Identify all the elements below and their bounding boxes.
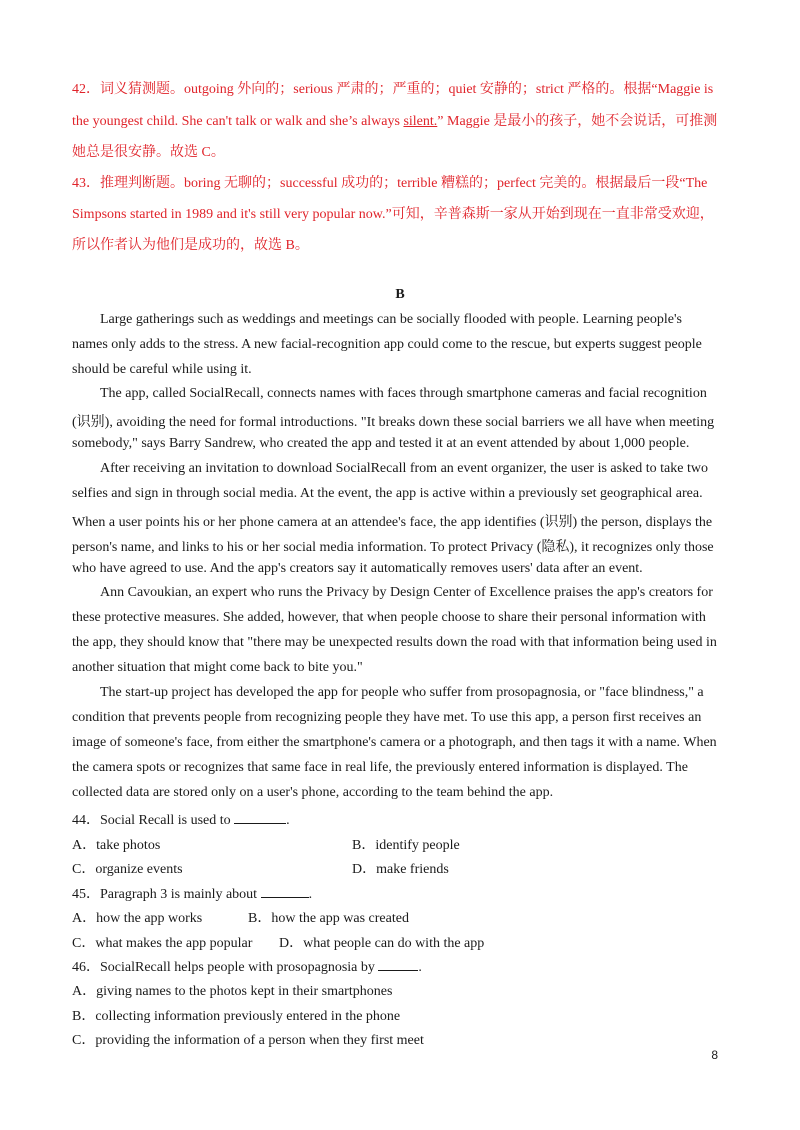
answer-blank [234, 810, 286, 824]
question-45-stem-end: . [308, 887, 313, 902]
question-46-option-b: B．collecting information previously entered in the phone [72, 1009, 401, 1024]
paragraph-2-line-1: The app, called SocialRecall, connects names with faces through smartphone cameras and facial recognition [100, 386, 707, 401]
question-46-stem-end: . [418, 960, 422, 975]
section-title: B [395, 287, 405, 302]
question-45-option-b: B．how the app was created [248, 911, 409, 926]
question-45-text: 45．Paragraph 3 is mainly about [72, 887, 261, 902]
answer-43-line-3: 所以作者认为他们是成功的，故选 B。 [72, 238, 309, 253]
question-46-option-a: A．giving names to the photos kept in their smartphones [72, 984, 393, 999]
paragraph-1-line-1: Large gatherings such as weddings and meetings can be socially flooded with people. Learning people's [100, 312, 682, 327]
question-44-option-d: D．make friends [352, 862, 449, 877]
question-45-stem [72, 883, 312, 903]
paragraph-1-line-2: names only adds to the stress. A new facial-recognition app could come to the rescue, but experts suggest people [72, 337, 702, 352]
paragraph-5-line-4: the camera spots or recognizes that same face in real life, the previously entered information is displayed. The [72, 760, 688, 775]
answer-blank [261, 884, 309, 898]
question-44-text: 44．Social Recall is used to [72, 813, 235, 828]
question-45-option-c: C．what makes the app popular [72, 936, 253, 951]
question-44-option-b: B．identify people [352, 838, 460, 853]
paragraph-3-line-2: selfies and sign in through social media. At the event, the app is active within a previously set geographical area. [72, 486, 703, 501]
paragraph-4-line-1: Ann Cavoukian, an expert who runs the Privacy by Design Center of Excellence praises the app's creators for [100, 585, 713, 600]
question-46-stem [72, 956, 422, 976]
question-45-option-a: A．how the app works [72, 911, 203, 926]
answer-43-line-1: 43．推理判断题。boring 无聊的；successful 成功的；terrible 糟糕的；perfect 完美的。根据最后一段“The [72, 176, 708, 191]
paragraph-3-line-1: After receiving an invitation to download SocialRecall from an event organizer, the user is asked to take two [100, 461, 708, 476]
question-44-stem [72, 809, 290, 829]
answer-42-line-2 [72, 110, 717, 130]
paragraph-4-line-3: the app, they should know that "there may be unexpected results down the road with that information being used in [72, 635, 717, 650]
question-46-text: 46．SocialRecall helps people with prosopagnosia by [72, 960, 379, 975]
question-44-stem-end: . [286, 813, 290, 828]
question-44-option-a: A．take photos [72, 838, 161, 853]
paragraph-3-line-3: When a user points his or her phone camera at an attendee's face, the app identifies (识别) the person, displays the [72, 515, 713, 530]
paragraph-5-line-1: The start-up project has developed the app for people who suffer from prosopagnosia, or "face blindness," a [100, 685, 704, 700]
paragraph-2-line-2: (识别), avoiding the need for formal introductions. "It breaks down these social barriers we all have when meeting [72, 415, 715, 430]
answer-42-line-1: 42．词义猜测题。outgoing 外向的；serious 严肃的；严重的；quiet 安静的；strict 严格的。根据“Maggie is [72, 82, 714, 97]
paragraph-4-line-2: these protective measures. She added, however, that when people choose to share their personal information with [72, 610, 706, 625]
paragraph-5-line-5: collected data are stored only on a user's phone, according to the team behind the app. [72, 785, 554, 800]
underlined-word: silent. [403, 114, 438, 129]
page-number: 8 [711, 1048, 718, 1062]
answer-42-line-3: 她总是很安静。故选 C。 [72, 145, 225, 160]
paragraph-1-line-3: should be careful while using it. [72, 362, 252, 377]
question-44-option-c: C．organize events [72, 862, 183, 877]
paragraph-5-line-3: image of someone's face, from either the smartphone's camera or a photograph, and then tags it with a name. When [72, 735, 717, 750]
question-46-option-c: C．providing the information of a person when they first meet [72, 1033, 424, 1048]
answer-43-line-2: Simpsons started in 1989 and it's still very popular now.”可知，辛普森斯一家从开始到现在一直非常受欢迎， [72, 207, 714, 222]
answer-blank [378, 957, 418, 971]
answer-42-line-2-text-end: ” Maggie 是最小的孩子，她不会说话，可推测 [437, 114, 718, 129]
paragraph-2-line-3: somebody," says Barry Sandrew, who created the app and tested it at an event attended by about 1,000 people. [72, 436, 690, 451]
paragraph-3-line-5: who have agreed to use. And the app's creators say it automatically removes users' data after an event. [72, 561, 643, 576]
question-45-option-d: D．what people can do with the app [279, 936, 485, 951]
paragraph-4-line-4: another situation that might come back to bite you." [72, 660, 363, 675]
paragraph-5-line-2: condition that prevents people from recognizing people they have met. To use this app, a person first receives an [72, 710, 702, 725]
paragraph-3-line-4: person's name, and links to his or her social media information. To protect Privacy (隐私), it recognizes only those [72, 540, 714, 555]
answer-42-line-2-text: the youngest child. She can't talk or walk and she’s always [72, 114, 404, 129]
